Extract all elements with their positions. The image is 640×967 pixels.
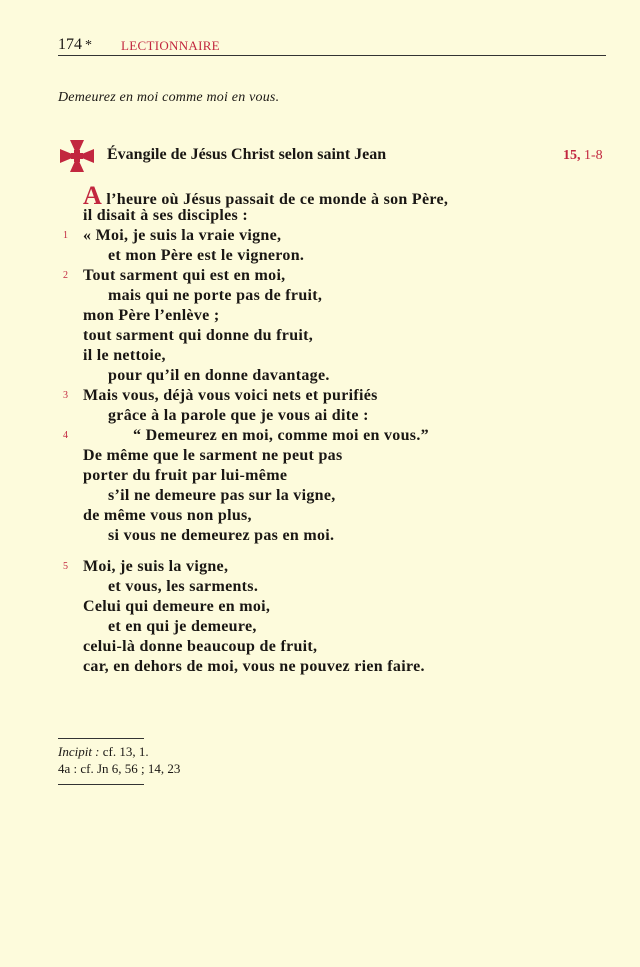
text-line: 5 Moi, je suis la vigne,: [63, 558, 229, 575]
text-line: car, en dehors de moi, vous ne pouvez rien faire.: [83, 658, 425, 675]
footnote-4a: 4a : cf. Jn 6, 56 ; 14, 23: [58, 761, 181, 776]
text-line: et vous, les sarments.: [108, 578, 259, 595]
drop-cap: A: [83, 181, 103, 210]
footnote-rule-bottom: [58, 784, 144, 785]
verse-number: 1: [63, 230, 69, 241]
text-line: mon Père l’enlève ;: [83, 307, 220, 324]
page-number: 174 *: [58, 36, 92, 53]
text-line: pour qu’il en donne davantage.: [108, 367, 330, 384]
verse-number: 5: [63, 561, 69, 572]
stanza-gap: [83, 546, 553, 557]
text-line: Celui qui demeure en moi,: [83, 598, 271, 615]
text-line: 3 Mais vous, déjà vous voici nets et purifiés: [63, 387, 378, 404]
reading-title: Évangile de Jésus Christ selon saint Jean: [107, 146, 387, 163]
text-line: porter du fruit par lui-même: [83, 467, 288, 484]
verse-number: 3: [63, 390, 69, 401]
text-line: 1 « Moi, je suis la vraie vigne,: [63, 227, 282, 244]
footnote-rule-top: [58, 738, 144, 739]
page-header: [58, 36, 606, 56]
footnote-incipit: Incipit : cf. 13, 1.: [58, 744, 149, 759]
cross-icon: [59, 138, 95, 174]
verse-number: 2: [63, 270, 69, 281]
text-line: s’il ne demeure pas sur la vigne,: [108, 487, 336, 504]
text-line: si vous ne demeurez pas en moi.: [108, 527, 335, 544]
running-title: LECTIONNAIRE: [121, 38, 220, 53]
text-line: grâce à la parole que je vous ai dite :: [108, 407, 369, 424]
header-rule: [58, 55, 606, 56]
text-line: mais qui ne porte pas de fruit,: [108, 287, 323, 304]
text-line: il disait à ses disciples :: [83, 207, 249, 224]
text-line: De même que le sarment ne peut pas: [83, 447, 343, 464]
text-line: de même vous non plus,: [83, 507, 252, 524]
text-line: 4 “ Demeurez en moi, comme moi en vous.”: [63, 427, 429, 444]
text-line: tout sarment qui donne du fruit,: [83, 327, 314, 344]
verse-number: 4: [63, 430, 69, 441]
text-line: et mon Père est le vigneron.: [108, 247, 305, 264]
text-line: A l’heure où Jésus passait de ce monde à son Père,: [83, 181, 449, 210]
scripture-reference: 15, 1-8: [563, 148, 603, 163]
text-line: celui-là donne beaucoup de fruit,: [83, 638, 318, 655]
antienne: Demeurez en moi comme moi en vous.: [58, 90, 280, 105]
text-line: 2 Tout sarment qui est en moi,: [63, 267, 286, 284]
text-line: et en qui je demeure,: [108, 618, 257, 635]
text-line: il le nettoie,: [83, 347, 166, 364]
gospel-text: [63, 181, 553, 677]
